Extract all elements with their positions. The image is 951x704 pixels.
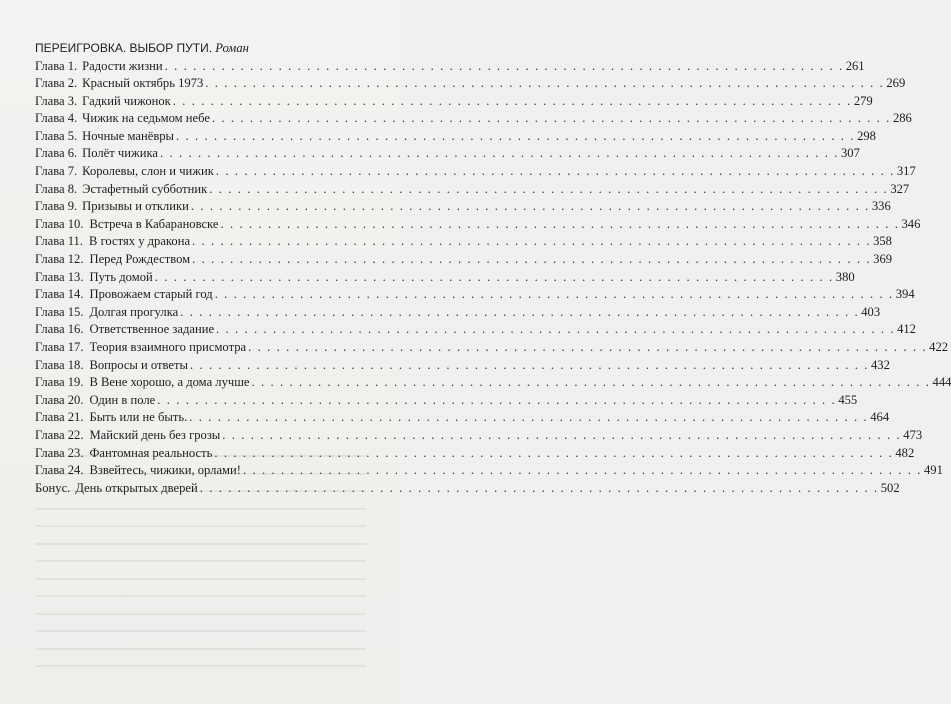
toc-entry [35, 233, 892, 251]
toc-chapter-title: Долгая прогулка [89, 304, 179, 319]
toc-chapter-title: В Вене хорошо, а дома лучше [89, 375, 250, 390]
toc-chapter-title: Королевы, слон и чижик [82, 164, 214, 179]
toc-chapter-title: Майский день без грозы [89, 427, 221, 442]
toc-chapter-number: Глава 8. [35, 181, 78, 196]
toc-chapter-title: Теория взаимного присмотра [89, 340, 247, 354]
toc-chapter-title: Ночные манёвры [82, 128, 175, 143]
toc-chapter-title: Один в поле [89, 392, 156, 407]
toc-chapter-title: Эстафетный субботник [82, 181, 208, 196]
toc-chapter-number: Глава 13. [35, 269, 84, 284]
toc-entry [35, 286, 915, 304]
toc-page-number: 432 [871, 357, 890, 372]
toc-chapter-number: Глава 14. [35, 287, 84, 302]
toc-entries [35, 58, 951, 498]
toc-page-number: 307 [841, 146, 860, 161]
toc-chapter-number: Глава 2. [35, 76, 78, 91]
toc-chapter-number: Глава 15. [35, 304, 84, 319]
toc-page-number: 455 [838, 392, 858, 407]
toc-chapter-number: Глава 12. [35, 252, 84, 267]
toc-chapter-number: Глава 11. [35, 234, 84, 249]
toc-chapter-number: Глава 1. [35, 58, 78, 73]
toc-chapter-number: Глава 21. [35, 410, 84, 425]
toc-chapter-number: Глава 6. [35, 146, 78, 161]
toc-chapter-number: Глава 4. [35, 111, 78, 126]
toc-leader-dots [209, 181, 888, 199]
toc-chapter-title: Ответственное задание [89, 322, 215, 337]
toc-entry [35, 75, 906, 93]
toc-leader-dots [220, 216, 899, 234]
toc-chapter-title: Встреча в Кабарановске [89, 216, 219, 231]
toc-page-number: 261 [845, 58, 865, 73]
toc-page-number: 298 [857, 128, 876, 143]
toc-leader-dots [222, 427, 901, 445]
toc-page-number: 422 [929, 340, 949, 354]
toc-chapter-title: Вопросы и ответы [89, 357, 188, 372]
toc-entry [35, 321, 916, 339]
toc-chapter-title: Быть или не быть. [89, 410, 188, 425]
toc-chapter-number: Глава 22. [35, 427, 84, 442]
toc-chapter-title: Гадкий чижонок [82, 93, 171, 108]
toc-page-number: 444 [932, 375, 951, 390]
toc-chapter-number: Глава 16. [35, 322, 84, 337]
toc-leader-dots [216, 321, 895, 339]
toc-chapter-number: Глава 5. [35, 128, 78, 143]
toc-chapter-title: Полёт чижика [82, 146, 158, 161]
toc-chapter-title: Взвейтесь, чижики, орлами! [89, 463, 241, 478]
toc-page-number: 369 [873, 252, 893, 267]
toc-entry [35, 163, 916, 181]
toc-leader-dots [192, 251, 871, 269]
toc-entry [35, 251, 893, 269]
toc-entry [35, 409, 890, 427]
toc-chapter-number: Глава 19. [35, 375, 84, 390]
toc-chapter-number: Бонус. [35, 480, 71, 495]
toc-page-number: 269 [886, 76, 906, 91]
book-genre: Роман [215, 41, 249, 55]
toc-page-number: 412 [897, 322, 916, 337]
toc-leader-dots [160, 145, 839, 163]
toc-entry [35, 198, 891, 216]
toc-page-number: 502 [880, 480, 900, 495]
toc-leader-dots [165, 58, 844, 76]
toc-page-number: 279 [853, 93, 873, 108]
toc-entry [35, 427, 923, 445]
toc-entry [35, 93, 873, 111]
toc-chapter-number: Глава 17. [35, 340, 84, 354]
toc-chapter-number: Глава 3. [35, 93, 78, 108]
toc-page-number: 286 [892, 111, 912, 126]
toc-leader-dots [216, 163, 895, 181]
toc-leader-dots [173, 93, 852, 111]
section-title [35, 40, 368, 56]
toc-leader-dots [212, 110, 891, 128]
toc-page-number: 336 [871, 199, 891, 214]
toc-leader-dots [157, 392, 836, 410]
toc-page-number: 327 [890, 181, 910, 196]
toc-page-number: 380 [835, 269, 855, 284]
toc-leader-dots [248, 339, 927, 357]
toc-page-number: 346 [901, 216, 921, 231]
toc-page-number: 358 [873, 234, 892, 249]
toc-chapter-title: Провожаем старый год [89, 287, 213, 302]
toc-page-number: 491 [924, 463, 943, 478]
toc-entry [35, 269, 855, 287]
toc-chapter-title: Перед Рождеством [89, 252, 191, 267]
toc-entry [35, 339, 949, 357]
toc-entry [35, 216, 921, 234]
toc-chapter-number: Глава 23. [35, 445, 84, 460]
toc-chapter-number: Глава 20. [35, 392, 84, 407]
toc-chapter-title: Призывы и отклики [82, 199, 189, 214]
toc-leader-dots [155, 269, 834, 287]
toc-leader-dots [215, 286, 894, 304]
book-title: ПЕРЕИГРОВКА. ВЫБОР ПУТИ. [35, 41, 213, 55]
toc-leader-dots [176, 128, 855, 146]
toc-chapter-title: Чижик на седьмом небе [82, 111, 210, 126]
toc-entry [35, 145, 860, 163]
toc-chapter-number: Глава 9. [35, 199, 78, 214]
toc-page-number: 464 [870, 410, 890, 425]
toc-entry [35, 110, 912, 128]
toc-chapter-number: Глава 18. [35, 357, 84, 372]
toc-page-number: 394 [895, 287, 915, 302]
table-of-contents [35, 40, 951, 497]
toc-entry [35, 374, 951, 392]
toc-chapter-number: Глава 24. [35, 463, 84, 478]
toc-chapter-title: Красный октябрь 1973 [82, 76, 204, 91]
toc-leader-dots [192, 233, 871, 251]
toc-leader-dots [191, 198, 870, 216]
toc-leader-dots [252, 374, 931, 392]
toc-chapter-title: Путь домой [89, 269, 153, 284]
toc-leader-dots [205, 75, 884, 93]
toc-page-number: 482 [895, 445, 915, 460]
toc-entry [35, 392, 858, 410]
toc-page-number: 317 [896, 164, 916, 179]
show-through-text [36, 455, 366, 685]
toc-chapter-number: Глава 10. [35, 216, 84, 231]
toc-chapter-title: Фантомная реальность [89, 445, 213, 460]
toc-entry [35, 181, 910, 199]
toc-page-number: 403 [861, 304, 881, 319]
toc-page-number: 473 [903, 427, 923, 442]
toc-entry [35, 128, 876, 146]
toc-leader-dots [189, 409, 868, 427]
toc-entry [35, 304, 881, 322]
toc-entry [35, 357, 890, 375]
toc-leader-dots [190, 357, 869, 375]
toc-entry [35, 58, 865, 76]
toc-chapter-title: День открытых дверей [75, 480, 198, 495]
toc-chapter-number: Глава 7. [35, 164, 78, 179]
toc-chapter-title: Радости жизни [82, 58, 163, 73]
toc-leader-dots [180, 304, 859, 322]
toc-chapter-title: В гостях у дракона [89, 234, 191, 249]
